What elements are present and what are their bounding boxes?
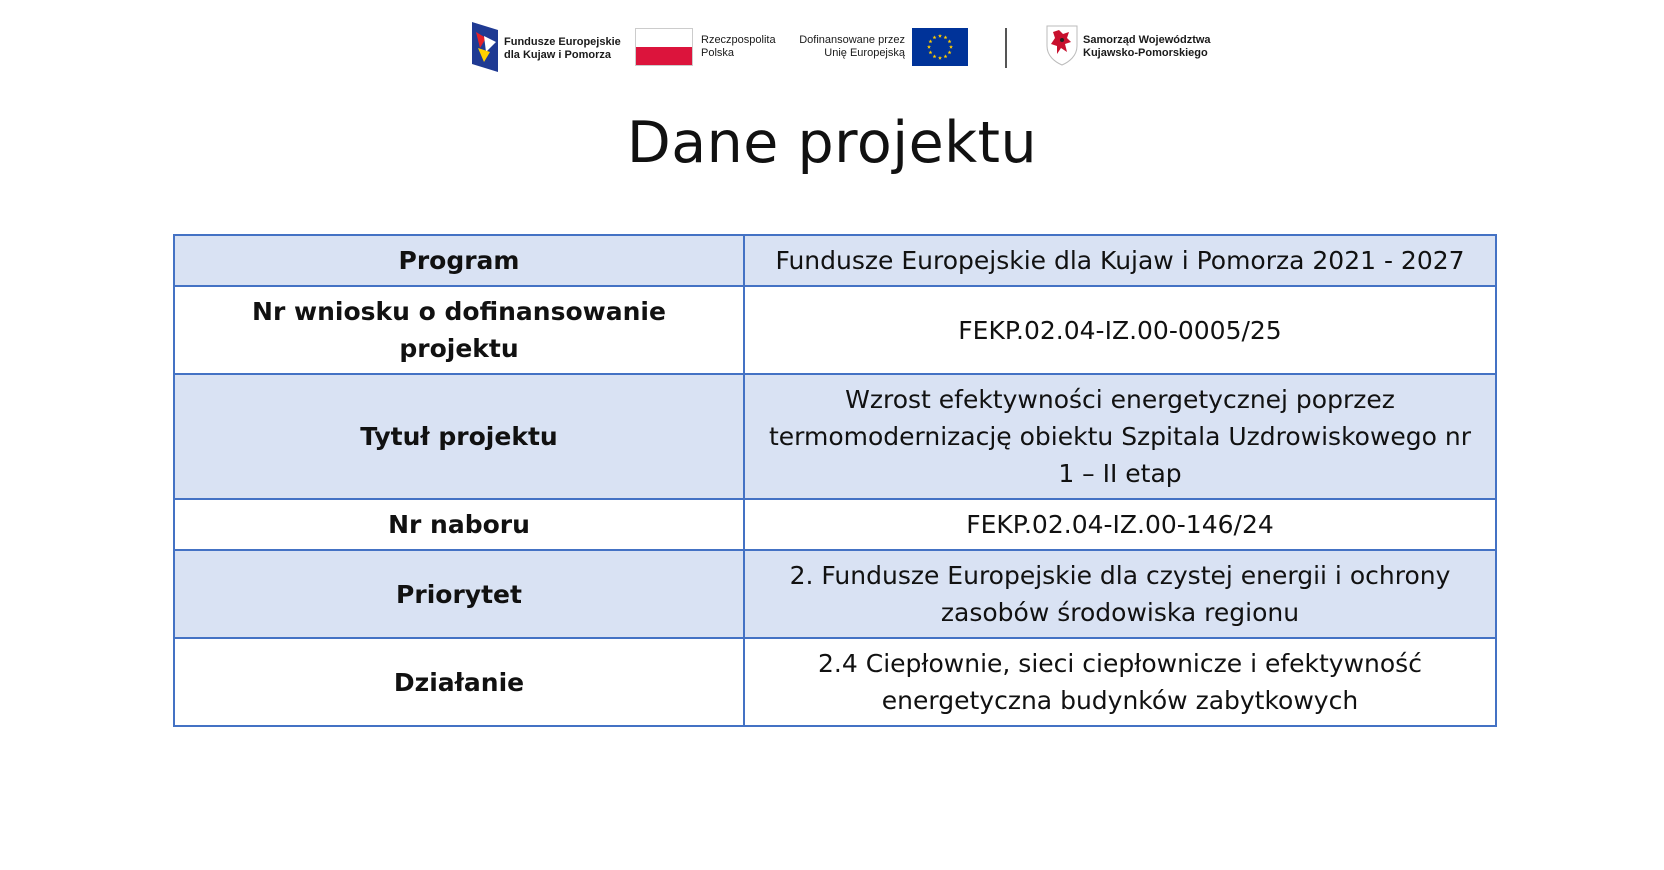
eu-star-icon xyxy=(928,50,932,54)
fe-logo-text: Fundusze Europejskie dla Kujaw i Pomorza xyxy=(504,36,621,61)
eu-star-icon xyxy=(948,39,952,43)
row-label: Priorytet xyxy=(174,550,744,638)
eu-logo-text: Dofinansowane przez Unię Europejską xyxy=(799,34,905,59)
eu-star-icon xyxy=(944,35,948,39)
row-value: 2.4 Ciepłownie, sieci ciepłownicze i efektywność energetyczna budynków zabytkowych xyxy=(744,638,1496,726)
row-label: Tytuł projektu xyxy=(174,374,744,499)
fe-emblem-icon xyxy=(470,22,500,72)
poland-flag-icon xyxy=(635,28,693,66)
row-label: Działanie xyxy=(174,638,744,726)
kp-logo-text: Samorząd Województwa Kujawsko-Pomorskiego xyxy=(1083,34,1211,59)
logo-divider xyxy=(1005,28,1007,68)
table-row-call-number xyxy=(174,499,1496,550)
row-value: FEKP.02.04-IZ.00-146/24 xyxy=(744,499,1496,550)
eu-star-icon xyxy=(944,54,948,58)
table-row-program xyxy=(174,235,1496,286)
table-row-application-number xyxy=(174,286,1496,374)
table-row-priority xyxy=(174,550,1496,638)
row-label: Program xyxy=(174,235,744,286)
eu-star-icon xyxy=(948,50,952,54)
row-value: Wzrost efektywności energetycznej poprzez termomodernizację obiektu Szpitala Uzdrowiskowego nr 1 – II etap xyxy=(744,374,1496,499)
samorzad-wojewodztwa-logo xyxy=(1045,24,1230,70)
row-value: Fundusze Europejskie dla Kujaw i Pomorza 2021 - 2027 xyxy=(744,235,1496,286)
eu-star-icon xyxy=(938,34,942,38)
eu-star-icon xyxy=(938,56,942,60)
eu-funding-logo xyxy=(795,28,975,68)
eu-star-icon xyxy=(949,45,953,49)
page-title: Dane projektu xyxy=(626,110,1038,176)
eu-star-icon xyxy=(928,39,932,43)
fundusze-europejskie-logo xyxy=(470,22,630,72)
rp-logo-text: Rzeczpospolita Polska xyxy=(701,34,776,59)
rzeczpospolita-polska-logo xyxy=(635,28,785,68)
eu-star-icon xyxy=(933,35,937,39)
logo-bar xyxy=(470,20,1230,74)
row-value: FEKP.02.04-IZ.00-0005/25 xyxy=(744,286,1496,374)
table-row-project-title xyxy=(174,374,1496,499)
row-label: Nr wniosku o dofinansowanie projektu xyxy=(174,286,744,374)
project-data-table xyxy=(173,234,1497,727)
coat-of-arms-icon xyxy=(1045,24,1079,66)
table-row-action xyxy=(174,638,1496,726)
eu-flag-icon xyxy=(912,28,968,66)
eu-star-icon xyxy=(927,45,931,49)
row-label: Nr naboru xyxy=(174,499,744,550)
row-value: 2. Fundusze Europejskie dla czystej energii i ochrony zasobów środowiska regionu xyxy=(744,550,1496,638)
eu-star-icon xyxy=(933,54,937,58)
